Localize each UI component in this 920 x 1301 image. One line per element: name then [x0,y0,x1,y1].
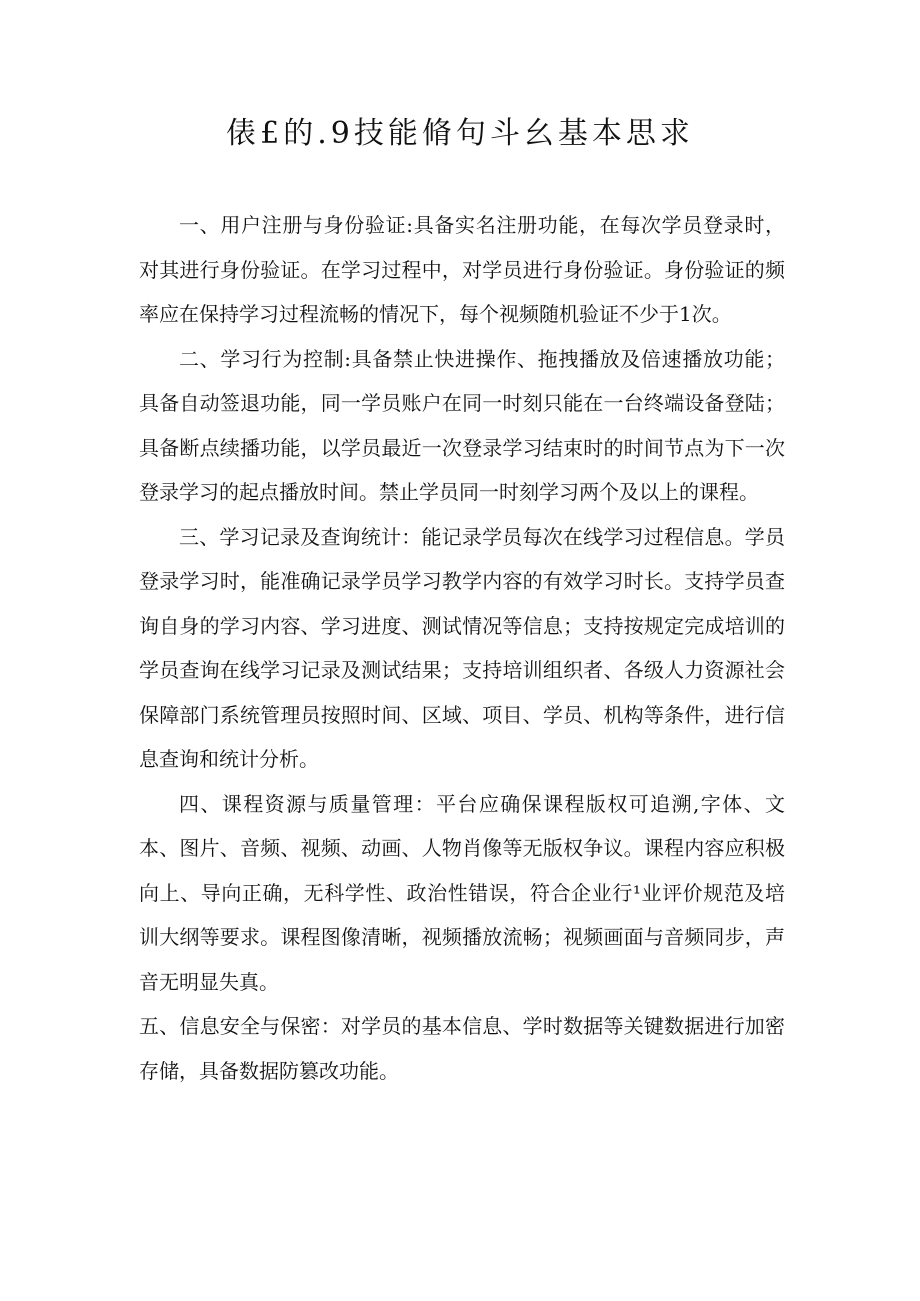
paragraph-registration: 一、用户注册与身份验证:具备实名注册功能，在每次学员登录时，对其进行身份验证。在学习过程中，对学员进行身份验证。身份验证的频率应在保持学习过程流畅的情况下，每个视频随机验证不少于1次。 [139,213,785,326]
document-title: 俵£的.9技能脩句斗幺基本思求 [226,116,694,151]
paragraph-security: 五、信息安全与保密：对学员的基本信息、学时数据等关键数据进行加密存储，具备数据防篡改功能。 [139,1014,785,1083]
document-body [139,203,785,1093]
paragraph-course-quality: 四、课程资源与质量管理：平台应确保课程版权可追溯,字体、文本、图片、音频、视频、动画、人物肖像等无版权争议。课程内容应积极向上、导向正确，无科学性、政治性错误，符合企业行¹业评价规范及培训大纲等要求。课程图像清晰，视频播放流畅；视频画面与音频同步，声音无明显失真。 [139,791,785,994]
paragraph-behavior-control: 二、学习行为控制:具备禁止快进操作、拖拽播放及倍速播放功能；具备自动签退功能，同一学员账户在同一时刻只能在一台终端设备登陆；具备断点续播功能，以学员最近一次登录学习结束时的时间节点为下一次登录学习的起点播放时间。禁止学员同一时刻学习两个及以上的课程。 [139,346,785,504]
paragraph-records-statistics: 三、学习记录及查询统计：能记录学员每次在线学习过程信息。学员登录学习时，能准确记录学员学习教学内容的有效学习时长。支持学员查询自身的学习内容、学习进度、测试情况等信息；支持按规定完成培训的学员查询在线学习记录及测试结果；支持培训组织者、各级人力资源社会保障部门系统管理员按照时间、区域、项目、学员、机构等条件，进行信息查询和统计分析。 [139,524,785,771]
